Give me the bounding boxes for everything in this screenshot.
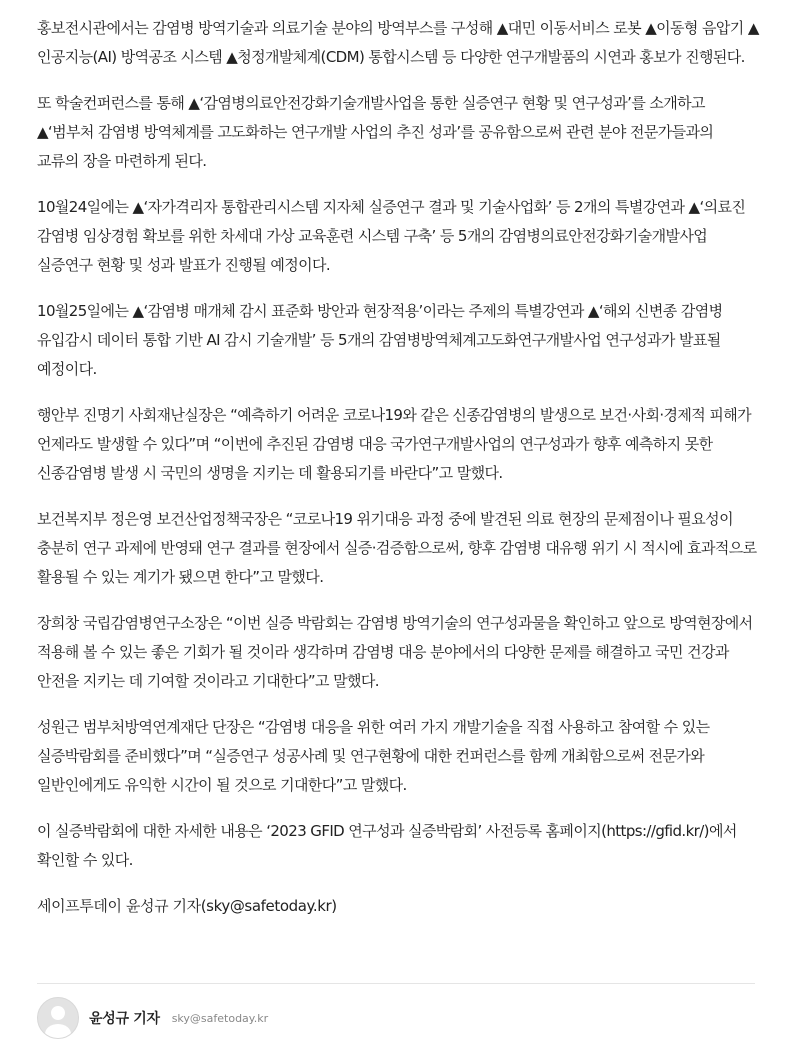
article-paragraph: 성원근 범부처방역연계재단 단장은 “감염병 대응을 위한 여러 가지 개발기술을 직접 사용하고 참여할 수 있는 실증박람회를 준비했다”며 “실증연구 성공사례 및 연구현황에 대한 컨퍼런스를 함께 개최함으로써 전문가와 일반인에게도 유익한 시간이 될 것으로 기대한다”고 말했다. (37, 718, 710, 794)
author-divider (37, 983, 755, 984)
article-paragraph: 10월25일에는 ▲‘감염병 매개체 감시 표준화 방안과 현장적용’이라는 주제의 특별강연과 ▲‘해외 신변종 감염병 유입감시 데이터 통합 기반 AI 감시 기술개발’ 등 5개의 감염병방역체계고도화연구개발사업 연구성과가 발표될 예정이다. (37, 302, 723, 378)
article-paragraph: 보건복지부 정은영 보건산업정책국장은 “코로나19 위기대응 과정 중에 발견된 의료 현장의 문제점이나 필요성이 충분히 연구 과제에 반영돼 연구 결과를 현장에서 실증·검증함으로써, 향후 감염병 대유행 위기 시 적시에 효과적으로 활용될 수 있는 계기가 됐으면 한다”고 말했다. (37, 510, 757, 586)
article-paragraph: 홍보전시관에서는 감염병 방역기술과 의료기술 분야의 방역부스를 구성해 ▲대민 이동서비스 로봇 ▲이동형 음압기 ▲인공지능(AI) 방역공조 시스템 ▲청정개발체계(CDM) 통합시스템 등 다양한 연구개발품의 시연과 홍보가 진행된다. (37, 19, 759, 66)
article-paragraph: 행안부 진명기 사회재난실장은 “예측하기 어려운 코로나19와 같은 신종감염병의 발생으로 보건·사회·경제적 피해가 언제라도 발생할 수 있다”며 “이번에 추진된 감염병 대응 국가연구개발사업의 연구성과가 향후 예측하지 못한 신종감염병 발생 시 국민의 생명을 지키는 데 활용되기를 바란다”고 말했다. (37, 406, 752, 482)
article-body (37, 14, 759, 921)
article-paragraph: 또 학술컨퍼런스를 통해 ▲‘감염병의료안전강화기술개발사업을 통한 실증연구 현황 및 연구성과’를 소개하고 ▲‘범부처 감염병 방역체계를 고도화하는 연구개발 사업의 추진 성과’를 공유함으로써 관련 분야 전문가들과의 교류의 장을 마련하게 된다. (37, 94, 714, 170)
user-avatar-icon[interactable] (37, 997, 79, 1039)
author-box (37, 997, 268, 1039)
author-name[interactable]: 윤성규 기자 (89, 1011, 160, 1027)
article-paragraph: 10월24일에는 ▲‘자가격리자 통합관리시스템 지자체 실증연구 결과 및 기술사업화’ 등 2개의 특별강연과 ▲‘의료진 감염병 임상경험 확보를 위한 차세대 가상 교육훈련 시스템 구축’ 등 5개의 감염병의료안전강화기술개발사업 실증연구 현황 및 성과 발표가 진행될 예정이다. (37, 198, 746, 274)
author-email-link[interactable]: sky@safetoday.kr (171, 1011, 269, 1025)
article-paragraph: 장희창 국립감염병연구소장은 “이번 실증 박람회는 감염병 방역기술의 연구성과물을 확인하고 앞으로 방역현장에서 적용해 볼 수 있는 좋은 기회가 될 것이라 생각하며 감염병 대응 분야에서의 다양한 문제를 해결하고 국민 건강과 안전을 지키는 데 기여할 것이라고 기대한다”고 말했다. (37, 614, 753, 690)
article-byline: 세이프투데이 윤성규 기자(sky@safetoday.kr) (37, 897, 337, 915)
article-paragraph: 이 실증박람회에 대한 자세한 내용은 ‘2023 GFID 연구성과 실증박람회’ 사전등록 홈페이지(https://gfid.kr/)에서 확인할 수 있다. (37, 822, 737, 869)
